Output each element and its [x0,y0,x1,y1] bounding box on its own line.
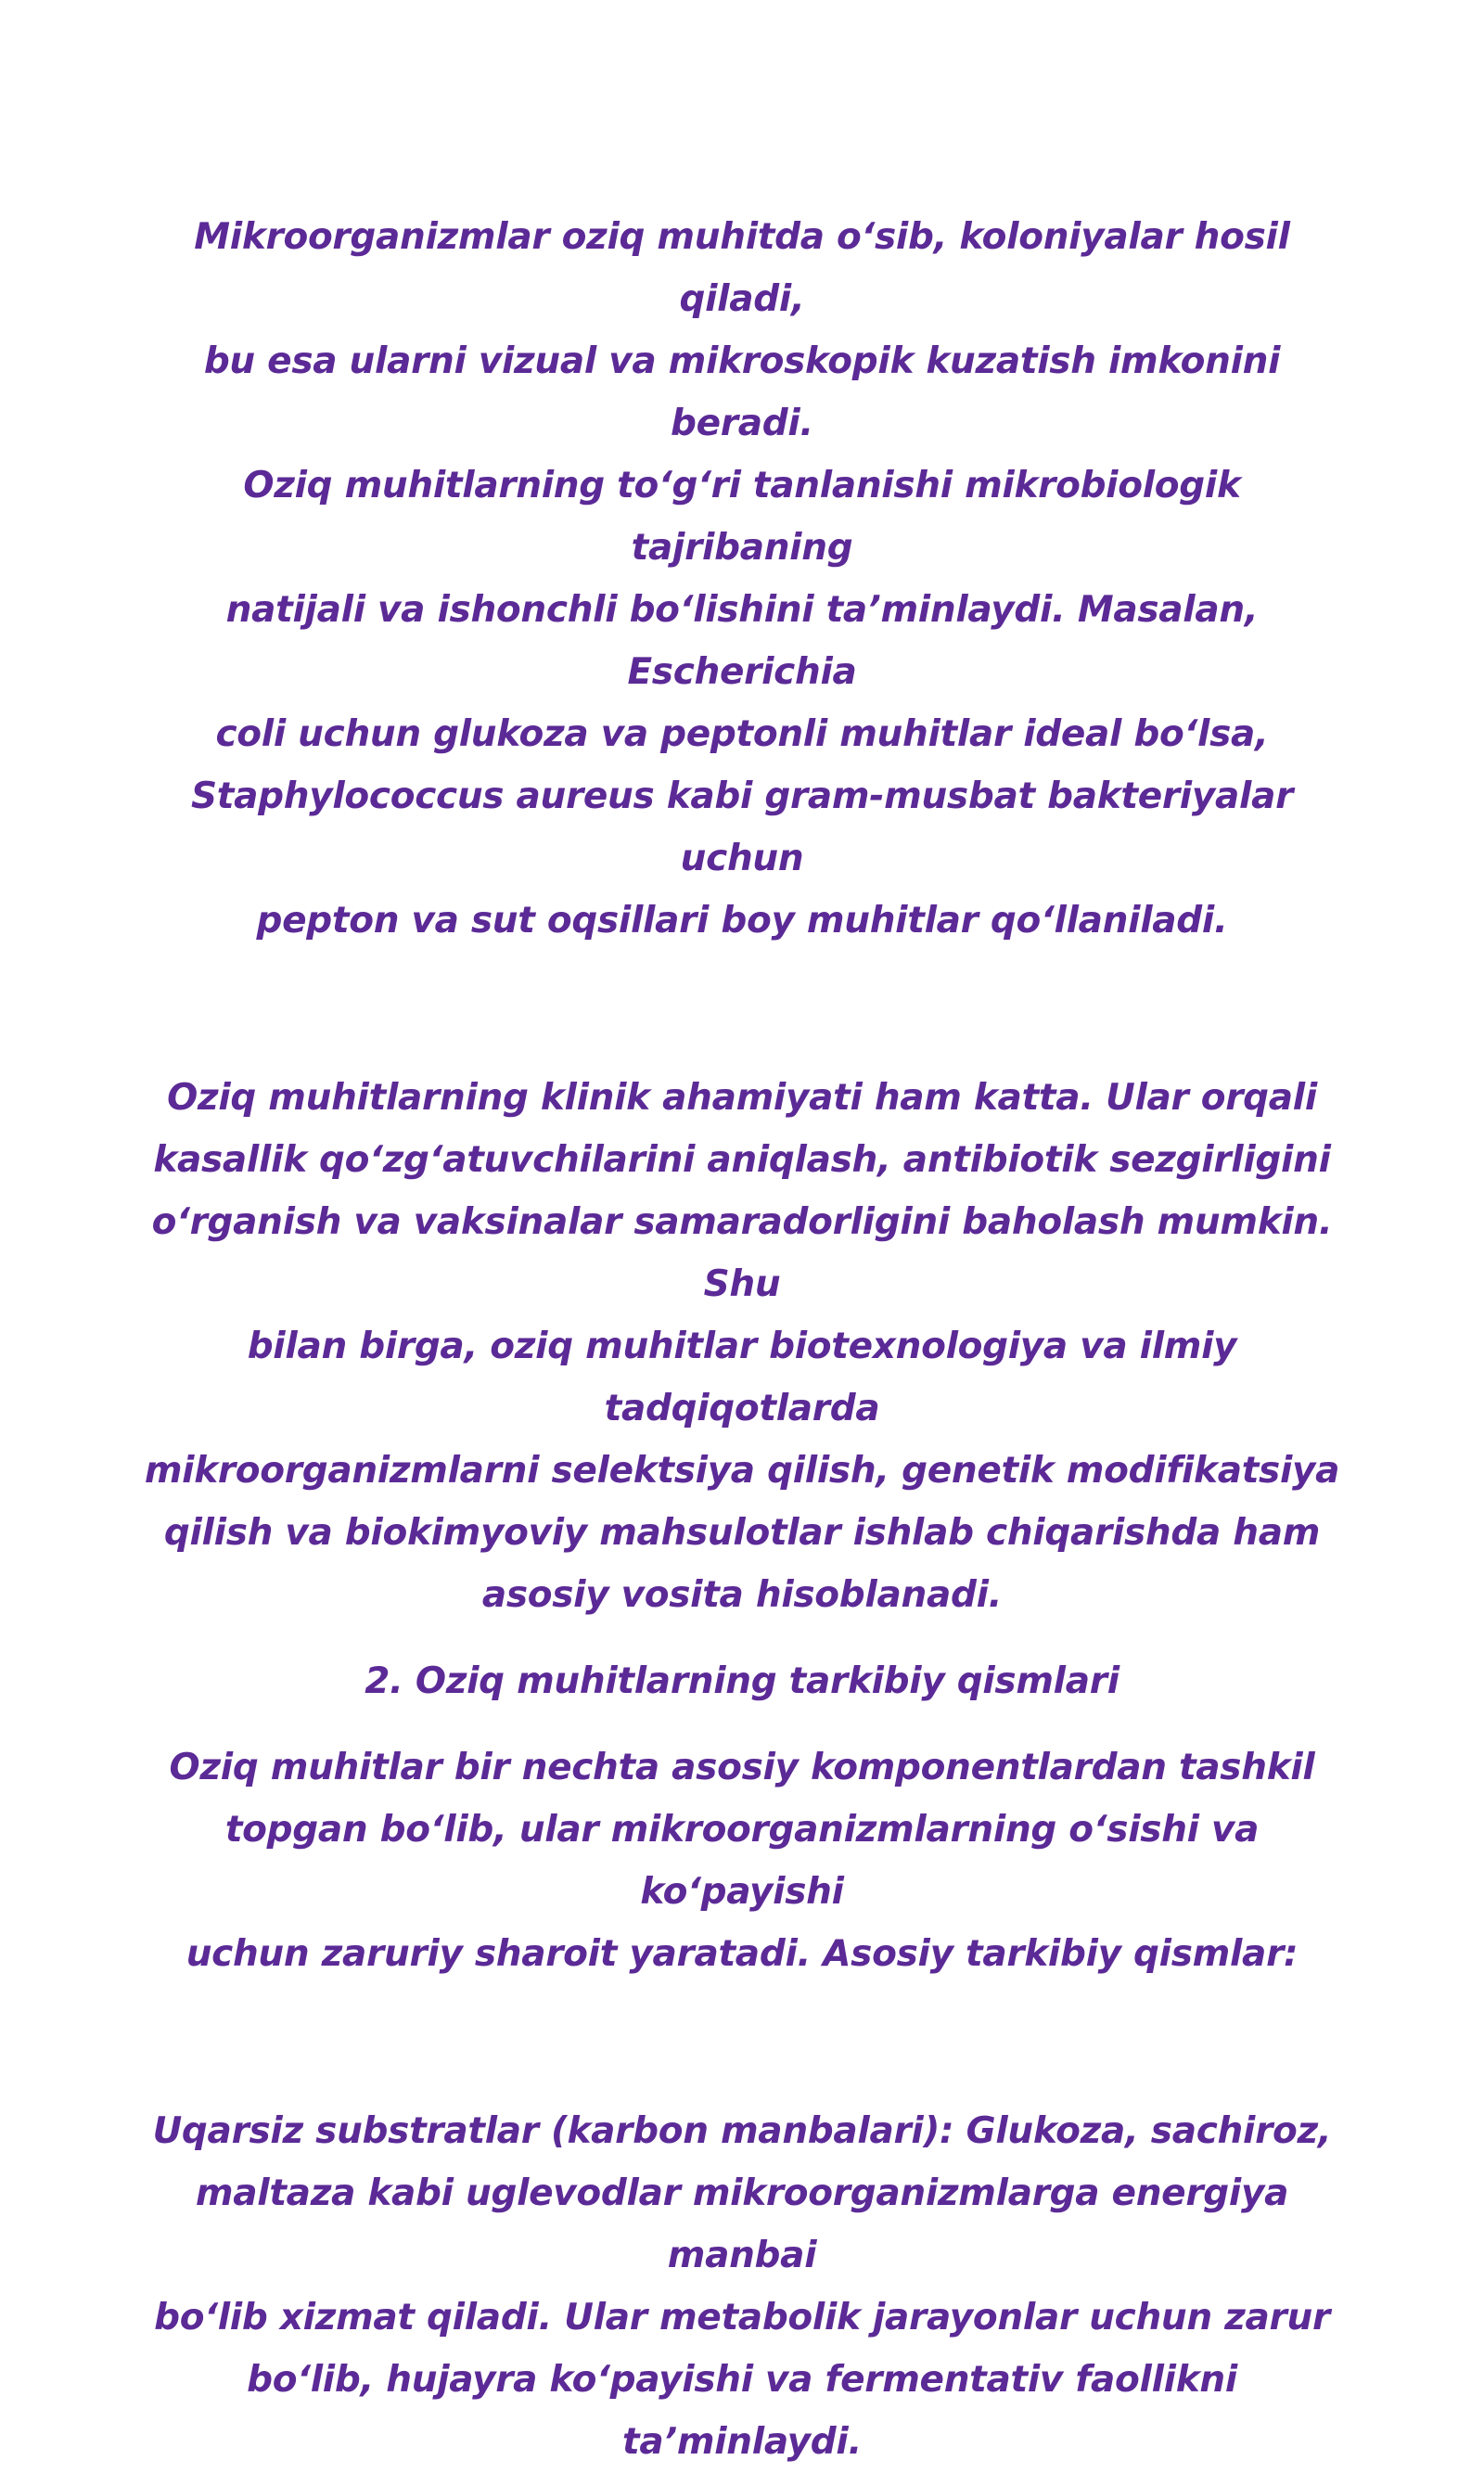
paragraph-culture-growth: Mikroorganizmlar oziq muhitda o‘sib, koloniyalar hosil qiladi, bu esa ularni vizual va mikroskopik kuzatish imkonini beradi. Oziq muhitlarning to‘g‘ri tanlanishi mikrobiologik tajribaning natijali va ishonchli bo‘lishini ta’minlaydi. Masalan, Escherichia coli uchun glukoza va peptonli muhitlar ideal bo‘lsa, Staphylococcus aureus kabi gram-musbat bakteriyalar uchun pepton va sut oqsillari boy muhitlar qo‘llaniladi. [190,216,1294,942]
paragraph-components-intro: Oziq muhitlar bir nechta asosiy komponentlardan tashkil topgan bo‘lib, ular mikroorganizmlarning o‘sishi va ko‘payishi uchun zaruriy sharoit yaratadi. Asosiy tarkibiy qismlar: [169,1747,1315,1975]
paragraph-carbon-sources: Uqarsiz substratlar (karbon manbalari): Glukoza, sachiroz, maltaza kabi uglevodlar mikroorganizmlarga energiya manbai bo‘lib xizmat qiladi. Ular metabolik jarayonlar uchun zarur bo‘lib, hujayra ko‘payishi va fermentativ faollikni ta’minlaydi. [152,2110,1332,2463]
paragraph-clinical-significance: Oziq muhitlarning klinik ahamiyati ham katta. Ular orqali kasallik qo‘zg‘atuvchilarini aniqlash, antibiotik sezgirligini o‘rganish va vaksinalar samaradorligini baholash mumkin. Shu bilan birga, oziq muhitlar biotexnologiya va ilmiy tadqiqotlarda mikroorganizmlarni selektsiya qilish, genetik modifikatsiya qilish va biokimyoviy mahsulotlar ishlab chiqarishda ham asosiy vosita hisoblanadi. [144,1077,1340,1616]
document-body [130,206,1354,2473]
section-heading: 2. Oziq muhitlarning tarkibiy qismlari [365,1660,1119,1702]
